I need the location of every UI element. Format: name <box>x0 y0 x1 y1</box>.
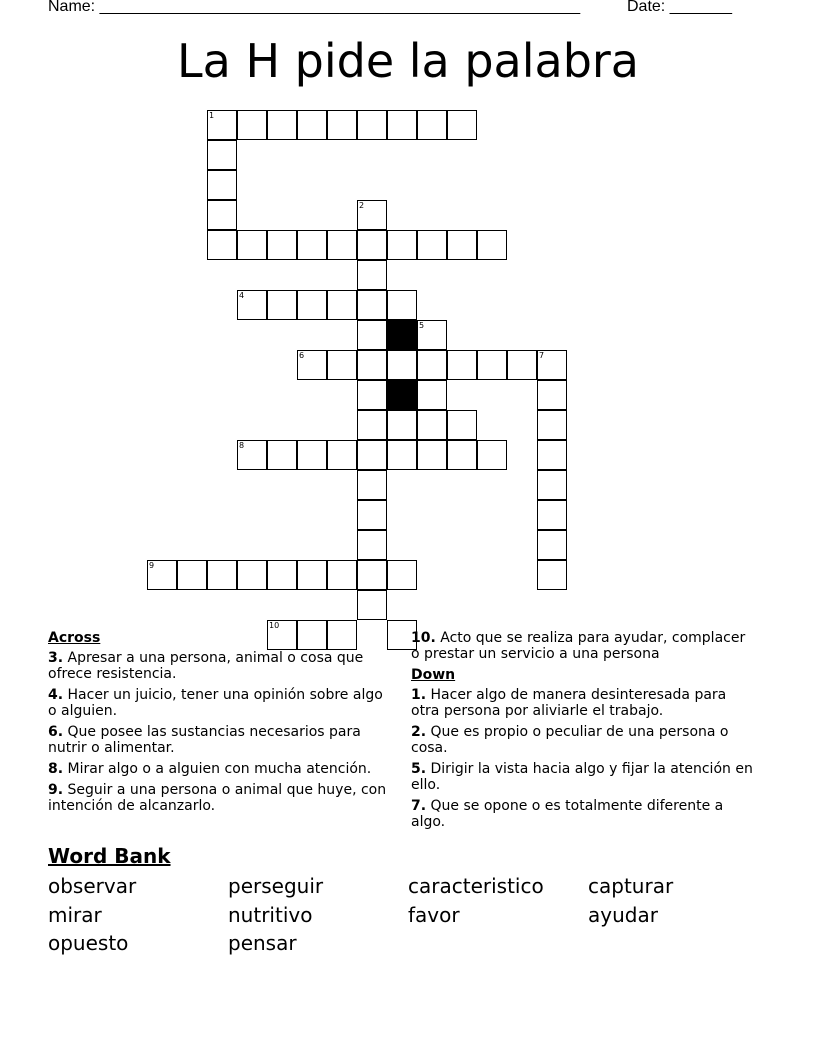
crossword-cell[interactable] <box>447 440 477 470</box>
crossword-cell[interactable] <box>327 350 357 380</box>
crossword-cell[interactable] <box>447 410 477 440</box>
crossword-cell[interactable] <box>387 410 417 440</box>
clue-across-10 <box>411 630 756 662</box>
clue-text: Hacer un juicio, tener una opinión sobre algo o alguien. <box>48 687 383 719</box>
crossword-cell[interactable] <box>357 530 387 560</box>
crossword-cell[interactable] <box>357 350 387 380</box>
clue-number: 8. <box>48 761 64 777</box>
clue-number: 4. <box>48 687 64 703</box>
crossword-cell[interactable] <box>387 350 417 380</box>
crossword-cell[interactable] <box>327 110 357 140</box>
clue-number: 2. <box>411 724 427 740</box>
crossword-black-cell <box>387 320 417 350</box>
crossword-cell[interactable] <box>267 230 297 260</box>
word-bank-word: perseguir <box>228 874 324 898</box>
down-heading: Down <box>411 667 456 683</box>
crossword-cell[interactable] <box>357 470 387 500</box>
crossword-cell[interactable] <box>537 410 567 440</box>
crossword-cell[interactable] <box>387 290 417 320</box>
clue-number: 9. <box>48 782 64 798</box>
clue-text: Seguir a una persona o animal que huye, con intención de alcanzarlo. <box>48 782 387 814</box>
crossword-cell[interactable] <box>207 230 237 260</box>
clue-number-label: 10 <box>269 621 280 630</box>
crossword-cell[interactable] <box>297 230 327 260</box>
crossword-cell[interactable] <box>237 290 267 320</box>
crossword-cell[interactable] <box>297 350 327 380</box>
word-bank-word: pensar <box>228 931 297 955</box>
crossword-cell[interactable] <box>417 110 447 140</box>
word-bank-word: caracteristico <box>408 874 544 898</box>
clue-number: 1. <box>411 687 427 703</box>
word-bank-word: opuesto <box>48 931 129 955</box>
crossword-cell[interactable] <box>207 170 237 200</box>
clue-down-2 <box>411 724 756 756</box>
crossword-cell[interactable] <box>357 560 387 590</box>
clue-across-8 <box>48 761 393 777</box>
crossword-cell[interactable] <box>357 110 387 140</box>
word-bank-title: Word Bank <box>48 844 171 868</box>
clue-across-4 <box>48 687 393 719</box>
crossword-cell[interactable] <box>447 350 477 380</box>
clue-text: Acto que se realiza para ayudar, complacer o prestar un servicio a una persona <box>411 630 746 662</box>
word-bank-word: nutritivo <box>228 903 313 927</box>
crossword-cell[interactable] <box>297 560 327 590</box>
crossword-cell[interactable] <box>207 110 237 140</box>
clue-number-label: 5 <box>419 321 425 330</box>
crossword-cell[interactable] <box>537 560 567 590</box>
clue-number: 10. <box>411 630 436 646</box>
crossword-cell[interactable] <box>537 530 567 560</box>
clue-down-7 <box>411 798 756 830</box>
crossword-cell[interactable] <box>147 560 177 590</box>
crossword-cell[interactable] <box>447 230 477 260</box>
clue-text: Dirigir la vista hacia algo y fijar la atención en ello. <box>411 761 753 793</box>
crossword-cell[interactable] <box>267 110 297 140</box>
crossword-cell[interactable] <box>327 290 357 320</box>
crossword-cell[interactable] <box>447 110 477 140</box>
crossword-cell[interactable] <box>387 440 417 470</box>
clue-number: 7. <box>411 798 427 814</box>
crossword-cell[interactable] <box>357 320 387 350</box>
crossword-cell[interactable] <box>477 440 507 470</box>
crossword-cell[interactable] <box>267 290 297 320</box>
crossword-cell[interactable] <box>417 350 447 380</box>
name-field-label: Name: ______________________________________________________ <box>48 0 581 15</box>
clues-right-column <box>411 630 756 835</box>
clue-number: 5. <box>411 761 427 777</box>
word-bank-word: observar <box>48 874 137 898</box>
clue-across-3 <box>48 650 393 682</box>
page-title: La H pide la palabra <box>177 34 639 88</box>
clue-text: Apresar a una persona, animal o cosa que ofrece resistencia. <box>48 650 364 682</box>
crossword-cell[interactable] <box>267 560 297 590</box>
crossword-cell[interactable] <box>357 260 387 290</box>
crossword-cell[interactable] <box>417 320 447 350</box>
clue-across-6 <box>48 724 393 756</box>
clue-number-label: 2 <box>359 201 365 210</box>
word-bank-word: favor <box>408 903 460 927</box>
word-bank-word: capturar <box>588 874 674 898</box>
crossword-cell[interactable] <box>237 440 267 470</box>
crossword-cell[interactable] <box>537 440 567 470</box>
crossword-cell[interactable] <box>417 230 447 260</box>
crossword-cell[interactable] <box>297 440 327 470</box>
crossword-cell[interactable] <box>537 470 567 500</box>
crossword-cell[interactable] <box>417 380 447 410</box>
word-bank-word: mirar <box>48 903 102 927</box>
clue-number-label: 9 <box>149 561 155 570</box>
crossword-cell[interactable] <box>327 440 357 470</box>
clue-text: Que es propio o peculiar de una persona o cosa. <box>411 724 729 756</box>
crossword-cell[interactable] <box>357 380 387 410</box>
crossword-cell[interactable] <box>357 410 387 440</box>
crossword-cell[interactable] <box>357 290 387 320</box>
date-field-label: Date: _______ <box>627 0 732 15</box>
crossword-cell[interactable] <box>237 110 267 140</box>
across-heading: Across <box>48 630 101 646</box>
crossword-cell[interactable] <box>477 350 507 380</box>
crossword-cell[interactable] <box>507 350 537 380</box>
clue-number: 6. <box>48 724 64 740</box>
crossword-cell[interactable] <box>207 560 237 590</box>
crossword-cell[interactable] <box>327 230 357 260</box>
clue-text: Hacer algo de manera desinteresada para otra persona por aliviarle el trabajo. <box>411 687 727 719</box>
clue-number-label: 1 <box>209 111 215 120</box>
crossword-cell[interactable] <box>537 350 567 380</box>
clue-text: Que se opone o es totalmente diferente a algo. <box>411 798 724 830</box>
crossword-cell[interactable] <box>357 440 387 470</box>
clue-down-1 <box>411 687 756 719</box>
crossword-cell[interactable] <box>387 230 417 260</box>
crossword-cell[interactable] <box>417 440 447 470</box>
crossword-cell[interactable] <box>297 290 327 320</box>
crossword-cell[interactable] <box>177 560 207 590</box>
crossword-cell[interactable] <box>327 560 357 590</box>
clue-number-label: 8 <box>239 441 245 450</box>
crossword-cell[interactable] <box>357 590 387 620</box>
word-bank-word: ayudar <box>588 903 658 927</box>
crossword-cell[interactable] <box>207 140 237 170</box>
clue-number-label: 6 <box>299 351 305 360</box>
crossword-cell[interactable] <box>237 230 267 260</box>
crossword-cell[interactable] <box>207 200 237 230</box>
clues-left-column <box>48 630 393 819</box>
clue-text: Mirar algo o a alguien con mucha atención. <box>67 761 372 777</box>
clue-number-label: 4 <box>239 291 245 300</box>
crossword-cell[interactable] <box>237 560 267 590</box>
clue-number-label: 7 <box>539 351 545 360</box>
crossword-cell[interactable] <box>357 230 387 260</box>
crossword-cell[interactable] <box>417 410 447 440</box>
clue-across-9 <box>48 782 393 814</box>
crossword-cell[interactable] <box>537 380 567 410</box>
crossword-cell[interactable] <box>387 560 417 590</box>
crossword-cell[interactable] <box>387 110 417 140</box>
crossword-cell[interactable] <box>537 500 567 530</box>
crossword-black-cell <box>387 380 417 410</box>
crossword-cell[interactable] <box>357 500 387 530</box>
crossword-cell[interactable] <box>477 230 507 260</box>
crossword-cell[interactable] <box>357 200 387 230</box>
clue-text: Que posee las sustancias necesarios para nutrir o alimentar. <box>48 724 361 756</box>
crossword-cell[interactable] <box>267 440 297 470</box>
clue-down-5 <box>411 761 756 793</box>
crossword-cell[interactable] <box>297 110 327 140</box>
clue-number: 3. <box>48 650 64 666</box>
